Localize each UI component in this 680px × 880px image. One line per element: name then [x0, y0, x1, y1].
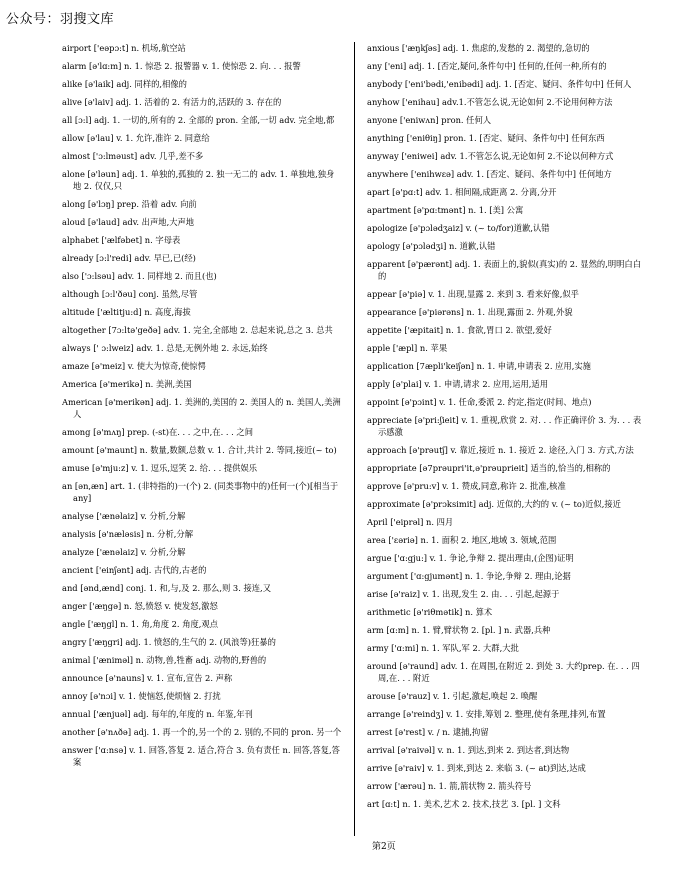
vocab-entry: an [ən,æn] art. 1. (非特指的)一(个) 2. (同类事物中的)任何一(个)[相当于any]: [62, 481, 339, 503]
vocab-entry: appearance [ə'piərəns] n. 1. 出现,露面 2. 外观,外貌: [367, 307, 573, 317]
vocab-entry: anyway ['eniwei] adv. 1.不管怎么说,无论如何 2.不论以何种方式: [367, 151, 614, 161]
vocab-entry: along [ə'lɔŋ] prep. 沿着 adv. 向前: [62, 199, 197, 209]
vocab-entry: anything ['eniθiŋ] pron. 1. [否定、疑问、条件句中] 任何东西: [367, 133, 605, 143]
vocab-entry: animal ['æniməl] n. 动物,兽,牲畜 adj. 动物的,野兽的: [62, 655, 267, 665]
vocab-entry: appear [ə'piə] v. 1. 出现,显露 2. 来到 3. 看来好像,似乎: [367, 289, 579, 299]
vocab-entry: any ['eni] adj. 1. [否定,疑问,条件句中] 任何的,任何一种,所有的: [367, 61, 607, 71]
column-divider: [354, 42, 355, 836]
vocab-entry: appoint [ə'pɔint] v. 1. 任命,委派 2. 约定,指定(时间、地点): [367, 397, 592, 407]
vocab-entry: around [ə'raund] adv. 1. 在周围,在附近 2. 到处 3. 大约prep. 在. . . 四周,在. . . 附近: [367, 661, 640, 683]
vocab-entry: arrow ['ærəu] n. 1. 箭,箭状物 2. 箭头符号: [367, 781, 532, 791]
vocab-entry: apple ['æpl] n. 苹果: [367, 343, 448, 353]
vocab-entry: apply [ə'plai] v. 1. 申请,请求 2. 应用,运用,适用: [367, 379, 549, 389]
vocab-entry: anxious ['æŋkʃəs] adj. 1. 焦虑的,发愁的 2. 渴望的,急切的: [367, 43, 590, 53]
page-header: 公众号：羽搜文库: [6, 12, 115, 27]
vocab-entry: amuse [ə'mju:z] v. 1. 逗乐,逗笑 2. 给. . . 提供娱乐: [62, 463, 258, 473]
vocab-entry: apartment [ə'pɑ:tmənt] n. 1. [美] 公寓: [367, 205, 524, 215]
vocab-entry: announce [ə'nauns] v. 1. 宣布,宣告 2. 声称: [62, 673, 233, 683]
vocab-entry: approve [ə'pru:v] v. 1. 赞成,同意,称许 2. 批准,核准: [367, 481, 566, 491]
vocab-entry: ancient ['einʃənt] adj. 古代的,古老的: [62, 565, 207, 575]
vocab-entry: airport ['eəpɔ:t] n. 机场,航空站: [62, 43, 186, 53]
vocab-entry: arrest [ə'rest] v. / n. 逮捕,拘留: [367, 727, 489, 737]
vocab-entry: argue ['ɑ:gju:] v. 1. 争论,争辩 2. 提出理由,(企图)证明: [367, 553, 574, 563]
vocab-entry: all [ɔ:l] adj. 1. 一切的,所有的 2. 全部的 pron. 全部,一切 adv. 完全地,都: [62, 115, 335, 125]
vocab-entry: almost ['ɔ:lməust] adv. 几乎,差不多: [62, 151, 204, 161]
vocab-entry: appropriate [ə7prəupri'it,ə'prəuprieit] 适当的,恰当的,相称的: [367, 463, 611, 473]
vocab-entry: arm [ɑ:m] n. 1. 臂,臂状物 2. [pl. ] n. 武器,兵种: [367, 625, 551, 635]
right-column: [367, 42, 649, 816]
vocab-entry: and [ənd,ænd] conj. 1. 和,与,及 2. 那么,则 3. 接连,又: [62, 583, 271, 593]
vocab-entry: arrive [ə'raiv] v. 1. 到来,到达 2. 来临 3. (~ at)到达,达成: [367, 763, 586, 773]
page-number: 第2页: [372, 842, 396, 852]
vocab-entry: aloud [ə'laud] adv. 出声地,大声地: [62, 217, 195, 227]
vocab-entry: analysis [ə'næləsis] n. 分析,分解: [62, 529, 194, 539]
vocab-entry: anywhere ['enihwεə] adv. 1. [否定、疑问、条件句中] 任何地方: [367, 169, 612, 179]
vocab-entry: American [ə'merikən] adj. 1. 美洲的,美国的 2. 美国人的 n. 美国人,美洲人: [62, 397, 341, 419]
vocab-entry: art [ɑ:t] n. 1. 美术,艺术 2. 技术,技艺 3. [pl. ] 文科: [367, 799, 561, 809]
vocab-entry: annoy [ə'nɔi] v. 1. 使恼怒,使烦恼 2. 打扰: [62, 691, 221, 701]
vocab-entry: arrival [ə'raivəl] v. n. 1. 到达,到来 2. 到达者,到达物: [367, 745, 570, 755]
vocab-entry: alike [ə'laik] adj. 同样的,相像的: [62, 79, 187, 89]
vocab-entry: among [ə'mʌŋ] prep. (-st)在. . . 之中,在. . . 之间: [62, 427, 254, 437]
vocab-entry: approximate [ə'prɔksimit] adj. 近似的,大约的 v. (~ to)近似,接近: [367, 499, 621, 509]
vocab-entry: anyhow ['enihau] adv.1.不管怎么说,无论如何 2.不论用何种方法: [367, 97, 613, 107]
vocab-entry: also ['ɔ:lsəu] adv. 1. 同样地 2. 而且(也): [62, 271, 217, 281]
vocab-entry: amaze [ə'meiz] v. 使大为惊奇,使惊愕: [62, 361, 206, 371]
vocab-entry: apologize [ə'pɔlədʒaiz] v. (~ to/for)道歉,认错: [367, 223, 550, 233]
vocab-entry: arithmetic [ə'riθmətik] n. 算术: [367, 607, 493, 617]
vocab-entry: alphabet ['ælfəbet] n. 字母表: [62, 235, 181, 245]
vocab-entry: America [ə'merikə] n. 美洲,美国: [62, 379, 192, 389]
vocab-entry: application [7æpli'keiʃən] n. 1. 申请,申请表 2. 应用,实施: [367, 361, 591, 371]
vocab-entry: annual ['ænjuəl] adj. 每年的,年度的 n. 年鉴,年刊: [62, 709, 253, 719]
vocab-entry: appetite ['æpitait] n. 1. 食欲,胃口 2. 欲望,爱好: [367, 325, 552, 335]
vocab-entry: appreciate [ə'pri:ʃieit] v. 1. 重视,欣赏 2. 对. . . 作正确评价 3. 为. . . 表示感激: [367, 415, 642, 437]
vocab-entry: analyse ['ænəlaiz] v. 分析,分解: [62, 511, 186, 521]
vocab-entry: area ['εəriə] n. 1. 面积 2. 地区,地域 3. 领域,范围: [367, 535, 557, 545]
vocab-entry: alone [ə'ləun] adj. 1. 单独的,孤独的 2. 独一无二的 adv. 1. 单独地,独身地 2. 仅仅,只: [62, 169, 335, 191]
vocab-entry: amount [ə'maunt] n. 数量,数额,总数 v. 1. 合计,共计 2. 等同,接近(~ to): [62, 445, 337, 455]
vocab-entry: army ['ɑ:mi] n. 1. 军队,军 2. 大群,大批: [367, 643, 519, 653]
vocab-entry: arrange [ə'reindʒ] v. 1. 安排,筹划 2. 整理,使有条理,排列,布置: [367, 709, 606, 719]
vocab-entry: another [ə'nʌðə] adj. 1. 再一个的,另一个的 2. 别的,不同的 pron. 另一个: [62, 727, 342, 737]
vocab-entry: anybody ['eni'bədi,'enibədi] adj. 1. [否定、疑问、条件句中] 任何人: [367, 79, 632, 89]
vocab-entry: argument ['ɑ:gjumənt] n. 1. 争论,争辩 2. 理由,论据: [367, 571, 571, 581]
vocab-entry: alarm [ə'lɑ:m] n. 1. 惊恐 2. 报警器 v. 1. 使惊恐 2. 向. . . 报警: [62, 61, 301, 71]
vocab-entry: always [' ɔ:lweiz] adv. 1. 总是,无例外地 2. 永远,始终: [62, 343, 268, 353]
vocab-entry: answer ['ɑ:nsə] v. 1. 回答,答复 2. 适合,符合 3. 负有责任 n. 回答,答复,答案: [62, 745, 340, 767]
vocab-entry: anger ['æŋgə] n. 怒,愤怒 v. 使发怒,激怒: [62, 601, 218, 611]
vocab-entry: apology [ə'pɔlədʒi] n. 道歉,认错: [367, 241, 496, 251]
vocab-entry: arise [ə'raiz] v. 1. 出现,发生 2. 由. . . 引起,起源于: [367, 589, 560, 599]
vocab-entry: allow [ə'lau] v. 1. 允许,准许 2. 同意给: [62, 133, 210, 143]
left-column: [62, 42, 342, 774]
vocab-entry: altitude ['æltitju:d] n. 高度,海拔: [62, 307, 191, 317]
vocab-entry: apart [ə'pɑ:t] adv. 1. 相间隔,成距离 2. 分离,分开: [367, 187, 557, 197]
vocab-entry: anyone ['eniwʌn] pron. 任何人: [367, 115, 492, 125]
vocab-entry: April ['eiprəl] n. 四月: [367, 517, 454, 527]
vocab-entry: approach [ə'prəutʃ] v. 靠近,接近 n. 1. 接近 2. 途径,入门 3. 方式,方法: [367, 445, 634, 455]
vocab-entry: altogether [7ɔ:ltə'geðə] adv. 1. 完全,全部地 2. 总起来说,总之 3. 总共: [62, 325, 333, 335]
vocab-entry: although [ɔ:l'ðəu] conj. 虽然,尽管: [62, 289, 198, 299]
vocab-entry: angle ['æŋgl] n. 1. 角,角度 2. 角度,观点: [62, 619, 219, 629]
vocab-entry: alive [ə'laiv] adj. 1. 活着的 2. 有活力的,活跃的 3. 存在的: [62, 97, 282, 107]
vocab-entry: already [ɔ:l'redi] adv. 早已,已(经): [62, 253, 196, 263]
vocab-entry: analyze ['ænəlaiz] v. 分析,分解: [62, 547, 186, 557]
vocab-entry: apparent [ə'pærənt] adj. 1. 表面上的,貌似(真实)的 2. 显然的,明明白白的: [367, 259, 642, 281]
vocab-entry: arouse [ə'rauz] v. 1. 引起,激起,唤起 2. 唤醒: [367, 691, 538, 701]
vocab-entry: angry ['æŋgri] adj. 1. 愤怒的,生气的 2. (风浪等)狂暴的: [62, 637, 276, 647]
